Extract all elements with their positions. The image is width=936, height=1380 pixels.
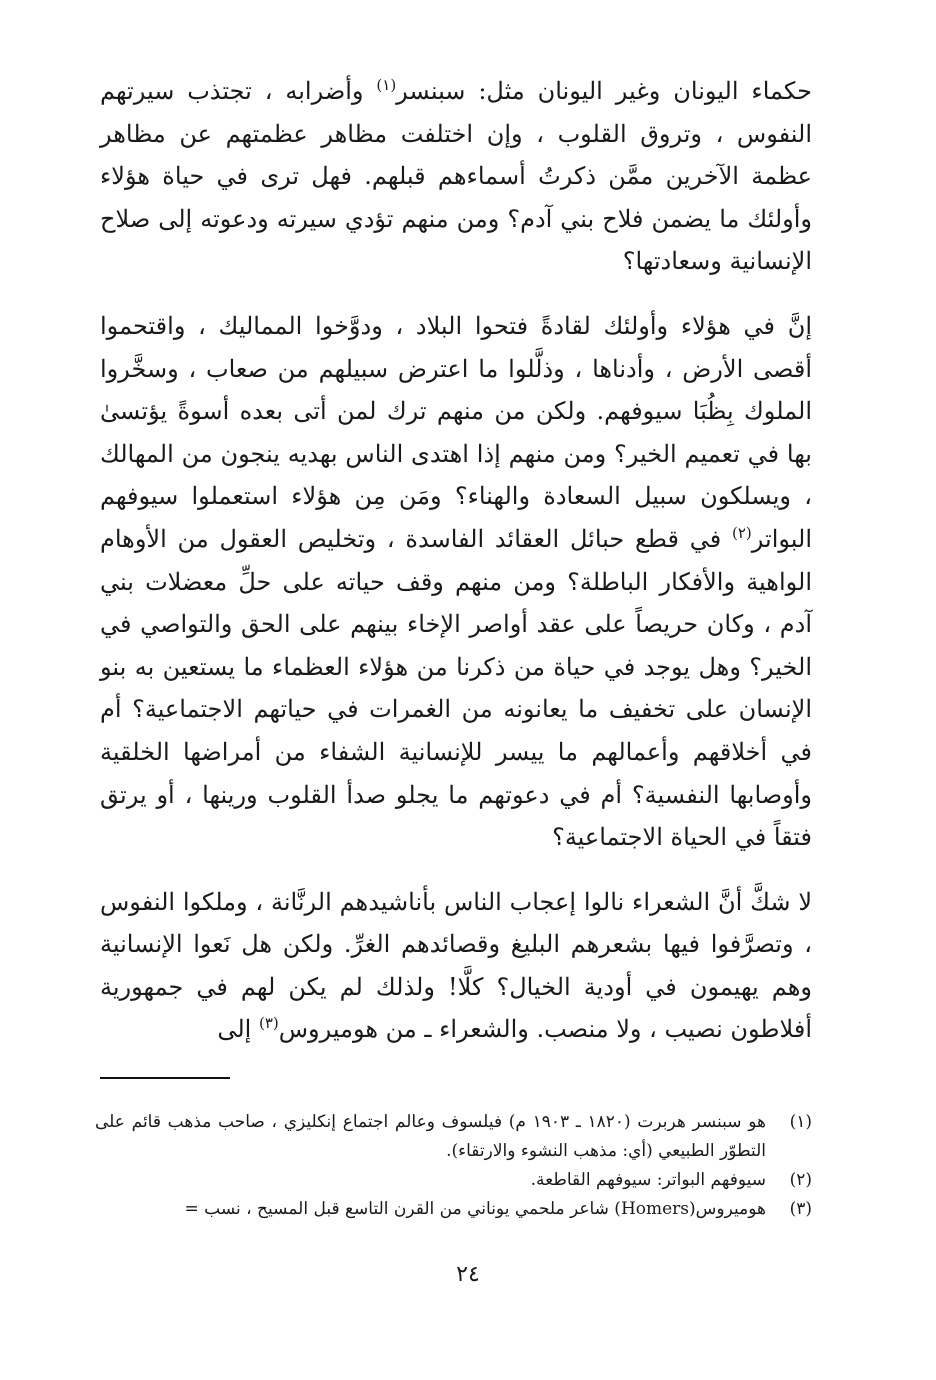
paragraph-3-text-a: لا شكَّ أنَّ الشعراء نالوا إعجاب الناس بأناشيدهم الرنَّانة ، وملكوا النفوس ، وتصرَّفوا فيها بشعرهم البليغ وقصائدهم الغرِّ. ولكن هل نَعوا الإنسانية وهم يهيمون في أودية الخيال؟ كلَّا! ولذلك لم يكن لهم في جمهورية أفلاطون نصيب ، ولا منصب. والشعراء ـ من هوميروس [100, 887, 813, 1044]
footnote-number: (٣) [789, 1199, 812, 1219]
footnote-3 [95, 1195, 812, 1224]
paragraph-3-text-b: إلى [217, 1015, 259, 1044]
footnote-ref-2: (٢) [732, 523, 752, 542]
page-number: ٢٤ [456, 1262, 480, 1287]
footnote-number: (١) [789, 1112, 812, 1132]
footnote-number: (٢) [789, 1170, 812, 1190]
footnote-1 [95, 1108, 812, 1166]
main-text [100, 70, 812, 1051]
footnote-text: هوميروس(Homers) شاعر ملحمي يوناني من القرن التاسع قبل المسيح ، نسب = [184, 1199, 766, 1219]
paragraph-3 [100, 881, 812, 1051]
footnote-text: سيوفهم البواتر: سيوفهم القاطعة. [530, 1170, 766, 1190]
paragraph-2-text-b: في قطع حبائل العقائد الفاسدة ، وتخليص العقول من الأوهام الواهية والأفكار الباطلة؟ ومن منهم وقف حياته على حلِّ معضلات بني آدم ، وكان حريصاً على عقد أواصر الإخاء بينهم على الحق والتواصي في الخير؟ وهل يوجد في حياة من ذكرنا من هؤلاء العظماء ما يستعين به بنو الإنسان على تخفيف ما يعانونه من الغمرات في حياتهم الاجتماعية؟ أم في أخلاقهم وأعمالهم ما ييسر للإنسانية الشفاء من أمراضها الخلقية وأوصابها النفسية؟ أم في دعوتهم ما يجلو صدأ القلوب ورينها ، أو يرتق فتقاً في الحياة الاجتماعية؟ [100, 524, 812, 852]
paragraph-2-text-a: إنَّ في هؤلاء وأولئك لقادةً فتحوا البلاد ، ودوَّخوا المماليك ، واقتحموا أقصى الأرض ، وأدناها ، وذلَّلوا ما اعترض سبيلهم من صعاب ، وسخَّروا الملوك بِظُبَا سيوفهم. ولكن من منهم ترك لمن أتى بعده أسوةً يؤتسىٰ بها في تعميم الخير؟ ومن منهم إذا اهتدى الناس بهديه ينجون من المهالك ، ويسلكون سبيل السعادة والهناء؟ ومَن مِن هؤلاء استعملوا سيوفهم البواتر [100, 311, 812, 553]
footnote-divider [100, 1077, 230, 1079]
paragraph-1-text-a: حكماء اليونان وغير اليونان مثل: سبنسر [396, 77, 812, 105]
footnote-text: هو سبنسر هربرت (١٨٢٠ ـ ١٩٠٣ م) فيلسوف وعالم اجتماع إنكليزي ، صاحب مذهب قائم على التطوّر الطبيعي (أي: مذهب النشوء والارتقاء). [95, 1112, 766, 1161]
paragraph-2 [100, 305, 812, 859]
footnote-ref-1: (١) [376, 76, 397, 94]
paragraph-1-text-b: وأضرابه ، تجتذب سيرتهم النفوس ، وتروق القلوب ، وإن اختلفت مظاهر عظمتهم عن مظاهر عظمة الآخرين ممَّن ذكرتُ أسماءهم قبلهم. فهل ترى في حياة هؤلاء وأولئك ما يضمن فلاح بني آدم؟ ومن منهم تؤدي سيرته ودعوته إلى صلاح الإنسانية وسعادتها؟ [100, 77, 812, 276]
paragraph-1 [100, 70, 812, 283]
footnote-ref-3: (٣) [258, 1014, 279, 1033]
footnote-2 [95, 1166, 812, 1195]
footnotes [95, 1108, 812, 1224]
